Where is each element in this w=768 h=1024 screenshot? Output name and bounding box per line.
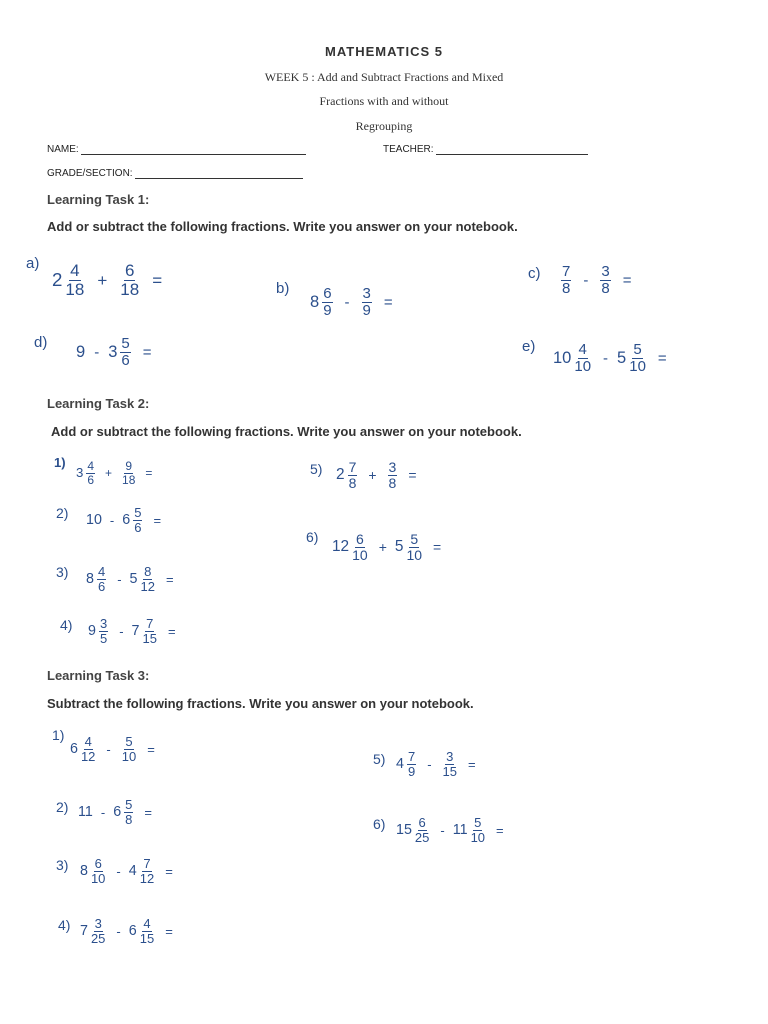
grade-line — [135, 168, 303, 179]
fraction — [120, 262, 139, 299]
expression — [336, 460, 425, 490]
teacher-line — [436, 144, 588, 155]
whole-number: 3 — [76, 465, 84, 481]
whole-number: 11 — [452, 821, 468, 838]
denominator: 12 — [140, 578, 155, 594]
numerator: 4 — [70, 261, 80, 280]
operator: + — [97, 270, 108, 290]
task3-title: Learning Task 3: — [47, 668, 150, 683]
numerator: 3 — [99, 616, 108, 631]
expression — [52, 262, 172, 299]
expression — [76, 336, 160, 369]
problem-label: 4) — [60, 617, 73, 633]
operator: = — [142, 343, 152, 361]
operator: = — [153, 512, 162, 528]
numerator: 6 — [94, 856, 102, 871]
operator: - — [116, 923, 121, 939]
whole-number: 6 — [70, 740, 78, 757]
problem-label: 5) — [373, 751, 386, 767]
expression — [332, 532, 449, 562]
fraction — [91, 857, 105, 885]
fraction — [122, 735, 136, 763]
fraction — [561, 264, 571, 297]
fraction — [415, 816, 429, 844]
operator: = — [496, 822, 504, 838]
problem-label: 4) — [58, 917, 71, 933]
whole-number: 15 — [396, 821, 412, 838]
denominator: 10 — [121, 748, 137, 764]
whole-number: 2 — [52, 268, 63, 290]
numerator: 9 — [125, 459, 133, 473]
denominator: 8 — [601, 279, 610, 297]
numerator: 3 — [388, 459, 397, 475]
whole-number: 7 — [131, 622, 140, 639]
numerator: 5 — [125, 734, 133, 749]
operator: = — [165, 863, 173, 879]
expression — [86, 506, 169, 534]
denominator: 12 — [139, 870, 155, 886]
expression — [78, 798, 160, 826]
numerator: 7 — [348, 459, 357, 475]
numerator: 4 — [143, 916, 151, 931]
problem-label: 6) — [373, 816, 386, 832]
operator: - — [119, 623, 124, 639]
fraction — [133, 506, 142, 534]
operator: - — [94, 343, 100, 361]
numerator: 6 — [323, 285, 332, 302]
operator: - — [106, 741, 111, 757]
denominator: 15 — [142, 630, 157, 646]
denominator: 12 — [80, 748, 96, 764]
problem-label: 2) — [56, 505, 69, 521]
teacher-label: TEACHER: — [383, 144, 434, 155]
operator: - — [440, 822, 445, 838]
fraction — [140, 565, 154, 593]
numerator: 5 — [410, 531, 419, 547]
fraction — [362, 286, 372, 319]
operator: - — [427, 756, 432, 772]
teacher-field — [383, 144, 588, 155]
whole-number: 4 — [396, 755, 404, 772]
fraction — [348, 460, 358, 490]
whole-number: 5 — [129, 570, 138, 587]
denominator: 6 — [121, 351, 130, 369]
whole-number: 10 — [86, 511, 102, 528]
numerator: 8 — [144, 564, 152, 579]
fraction — [140, 917, 154, 945]
denominator: 18 — [65, 279, 85, 299]
whole-number: 5 — [394, 538, 404, 556]
name-line — [81, 144, 306, 155]
fraction — [388, 460, 398, 490]
fraction — [407, 750, 416, 778]
fraction — [124, 798, 133, 826]
denominator: 10 — [470, 829, 486, 845]
numerator: 7 — [562, 263, 571, 280]
whole-number: 8 — [310, 293, 320, 311]
problem-label: 1) — [52, 727, 65, 743]
fraction — [629, 342, 646, 375]
operator: + — [105, 466, 113, 481]
denominator: 6 — [87, 472, 95, 487]
operator: - — [100, 804, 106, 820]
operator: = — [147, 741, 155, 757]
expression — [70, 735, 163, 763]
operator: = — [433, 539, 442, 556]
numerator: 5 — [134, 505, 142, 520]
expression — [76, 460, 159, 486]
numerator: 4 — [84, 734, 92, 749]
operator: = — [145, 466, 153, 481]
operator: = — [144, 804, 152, 820]
whole-number: 11 — [78, 803, 93, 820]
expression — [310, 286, 402, 319]
denominator: 8 — [348, 474, 357, 491]
numerator: 3 — [362, 285, 371, 302]
problem-label: 6) — [306, 529, 319, 545]
operator: - — [117, 571, 122, 587]
problem-label: e) — [522, 338, 536, 355]
denominator: 25 — [90, 930, 106, 946]
whole-number: 6 — [113, 803, 122, 820]
denominator: 10 — [352, 546, 368, 563]
expression — [396, 816, 512, 844]
task1-instruction: Add or subtract the following fractions. Write you answer on your notebook. — [47, 219, 518, 234]
week-title-line-2: Fractions with and without — [319, 94, 449, 108]
operator: - — [116, 863, 121, 879]
denominator: 9 — [323, 301, 332, 319]
operator: = — [408, 467, 417, 484]
denominator: 9 — [407, 763, 416, 779]
denominator: 9 — [362, 301, 371, 319]
denominator: 6 — [134, 519, 142, 535]
numerator: 6 — [418, 815, 426, 830]
whole-number: 6 — [128, 922, 137, 939]
problem-label: 3) — [56, 857, 69, 873]
operator: + — [368, 467, 377, 484]
expression — [558, 264, 640, 297]
numerator: 4 — [87, 459, 95, 473]
numerator: 4 — [578, 341, 587, 358]
whole-number: 12 — [332, 538, 350, 556]
denominator: 8 — [388, 474, 397, 491]
denominator: 10 — [574, 357, 592, 375]
expression — [396, 750, 484, 778]
denominator: 8 — [125, 811, 133, 827]
operator: = — [167, 623, 176, 639]
numerator: 5 — [125, 797, 133, 812]
denominator: 6 — [97, 578, 106, 594]
denominator: 8 — [562, 279, 571, 297]
numerator: 5 — [474, 815, 482, 830]
fraction — [65, 262, 84, 299]
problem-label: d) — [34, 334, 48, 351]
task1-title: Learning Task 1: — [47, 192, 150, 207]
operator: - — [583, 271, 589, 289]
problem-label: a) — [26, 255, 40, 272]
numerator: 3 — [601, 263, 610, 280]
name-label: NAME: — [47, 144, 79, 155]
numerator: 7 — [146, 616, 154, 631]
fraction — [471, 816, 485, 844]
denominator: 15 — [139, 930, 155, 946]
task2-instruction: Add or subtract the following fractions. Write you answer on your notebook. — [51, 424, 522, 439]
problem-label: 3) — [56, 564, 69, 580]
week-title-line-3: Regrouping — [355, 119, 413, 133]
whole-number: 8 — [86, 570, 94, 587]
problem-label: 2) — [56, 799, 69, 815]
problem-label: b) — [276, 280, 290, 297]
whole-number: 5 — [617, 349, 627, 367]
fraction — [97, 565, 106, 593]
denominator: 10 — [90, 870, 106, 886]
numerator: 5 — [633, 341, 642, 358]
numerator: 3 — [94, 916, 102, 931]
numerator: 3 — [446, 749, 454, 764]
fraction — [322, 286, 332, 319]
denominator: 10 — [629, 357, 646, 375]
name-field — [47, 144, 306, 155]
operator: - — [603, 349, 609, 367]
operator: = — [165, 571, 174, 587]
expression — [88, 617, 184, 645]
fraction — [406, 532, 422, 562]
fraction — [120, 336, 130, 369]
task3-instruction: Subtract the following fractions. Write you answer on your notebook. — [47, 696, 474, 711]
numerator: 6 — [124, 261, 135, 280]
fraction — [99, 617, 108, 645]
task2-title: Learning Task 2: — [47, 396, 150, 411]
whole-number: 6 — [122, 511, 131, 528]
denominator: 15 — [442, 763, 457, 779]
numerator: 7 — [407, 749, 416, 764]
fraction — [86, 460, 95, 486]
numerator: 5 — [121, 335, 130, 352]
whole-number: 3 — [108, 343, 118, 361]
problem-label: 5) — [310, 461, 323, 477]
grade-field — [47, 168, 303, 179]
operator: = — [152, 270, 163, 290]
whole-number: 9 — [88, 622, 96, 639]
numerator: 7 — [143, 856, 151, 871]
worksheet-title: MATHEMATICS 5 — [325, 44, 443, 59]
fraction — [140, 857, 154, 885]
denominator: 25 — [414, 829, 430, 845]
operator: = — [622, 271, 632, 289]
whole-number: 4 — [128, 862, 137, 879]
whole-number: 8 — [80, 862, 88, 879]
denominator: 10 — [406, 546, 423, 563]
expression — [86, 565, 182, 593]
expression — [553, 342, 676, 375]
whole-number: 10 — [553, 349, 572, 367]
problem-label: c) — [528, 265, 541, 282]
expression — [80, 917, 181, 945]
operator: = — [165, 923, 173, 939]
whole-number: 7 — [80, 922, 88, 939]
operator: = — [383, 293, 393, 311]
operator: = — [468, 756, 476, 772]
numerator: 4 — [97, 564, 106, 579]
operator: - — [344, 293, 350, 311]
denominator: 5 — [99, 630, 108, 646]
fraction — [81, 735, 95, 763]
operator: + — [378, 539, 387, 556]
fraction — [142, 617, 156, 645]
numerator: 6 — [356, 531, 364, 547]
operator: = — [657, 349, 667, 367]
fraction — [574, 342, 591, 375]
week-title-line-1: WEEK 5 : Add and Subtract Fractions and Mixed — [264, 70, 504, 84]
denominator: 18 — [120, 279, 140, 299]
denominator: 18 — [122, 472, 136, 487]
fraction — [91, 917, 105, 945]
whole-number: 2 — [336, 466, 345, 484]
expression — [80, 857, 181, 885]
problem-label: 1) — [54, 455, 66, 470]
operator: - — [109, 512, 115, 528]
fraction — [443, 750, 457, 778]
whole-number: 9 — [76, 343, 86, 361]
grade-label: GRADE/SECTION: — [47, 168, 133, 179]
fraction — [122, 460, 135, 486]
fraction — [600, 264, 610, 297]
fraction — [352, 532, 368, 562]
